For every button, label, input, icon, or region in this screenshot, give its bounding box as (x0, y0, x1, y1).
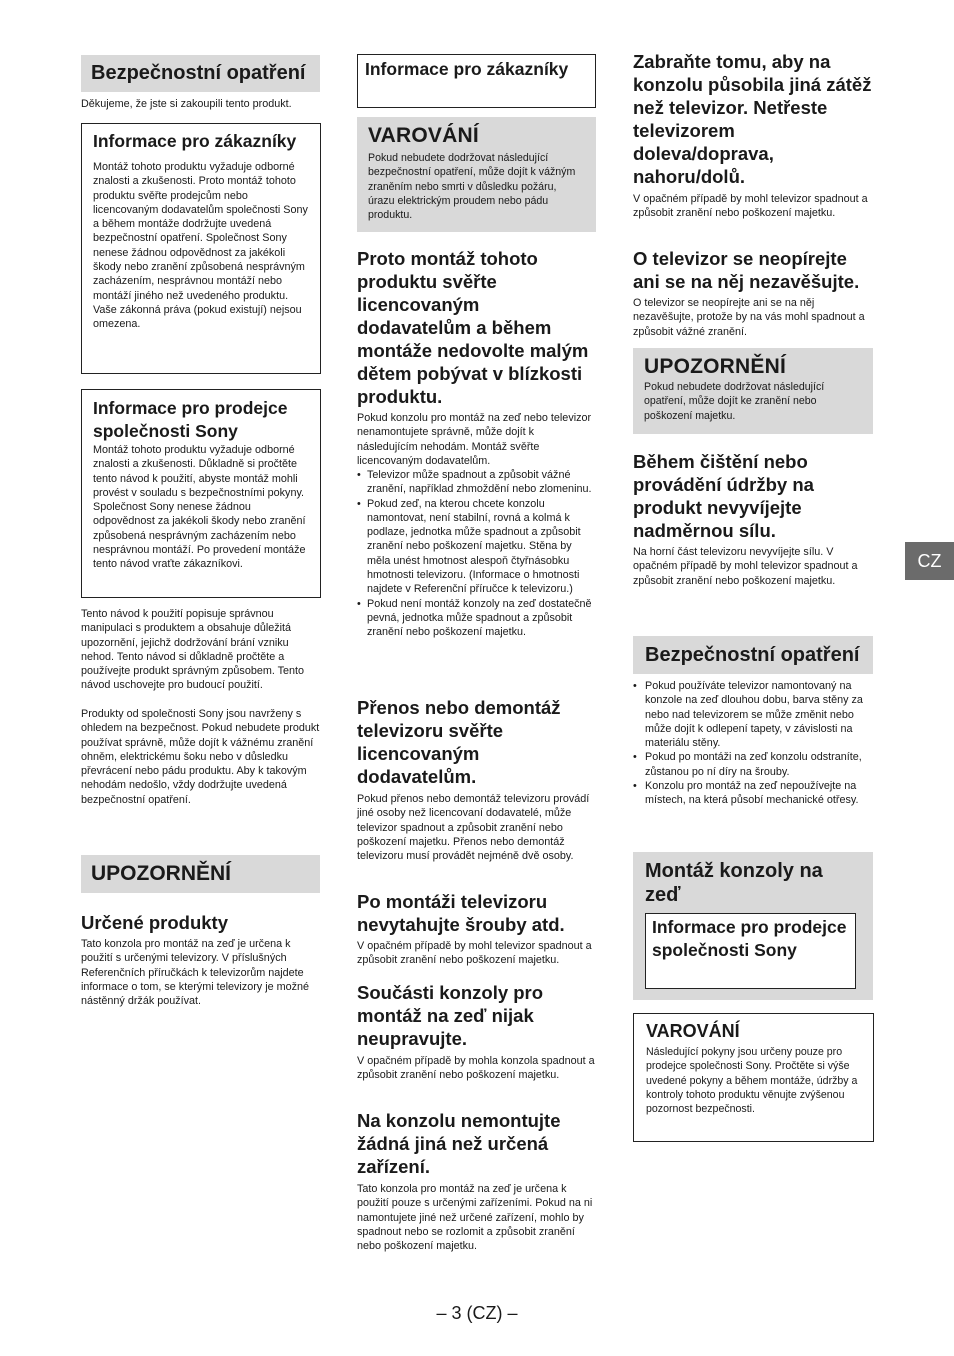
transfer-heading: Přenos nebo demontáž televizoru svěřte licencovaným dodavatelům. (357, 697, 561, 787)
licensed-install-heading: Proto montáž tohoto produktu svěřte licencovaným dodavatelům a během montáže nedovolte malým dětem pobývat v blízkosti produktu. (357, 248, 589, 407)
other-devices-heading: Na konzolu nemontujte žádná jiná než určená zařízení. (357, 1110, 561, 1177)
cleaning-heading: Během čištění nebo provádění údržby na produkt nevyvíjejte nadměrnou sílu. (633, 451, 814, 541)
warning-box-2 (633, 1013, 874, 1142)
products-heading: Určené produkty (81, 912, 229, 933)
customer-info-heading-2: Informace pro zákazníky (365, 59, 569, 79)
list-item: • Pokud po montáži na zeď konzolu odstraníte, zůstanou po ní díry na šrouby. (633, 750, 874, 779)
sony-safety-paragraph: Produkty od společnosti Sony jsou navrženy s ohledem na bezpečnost. Pokud nebudete produkt používat správně, může dojít k vážnému zranění ohněm, elektrickému šoku nebo v důsledku převrácení nebo pádu produktu. Aby k takovým nehodám nedošlo, vždy dodržujte uvedená bezpečnostní opatření. (81, 708, 320, 806)
section-title-safety-2: Bezpečnostní opatření (633, 636, 873, 674)
lean-text: O televizor se neopírejte ani se na něj nezavěšujte, protože by na vás mohl spadnout a způsobit vážné zranění. (633, 297, 865, 338)
list-item: • Konzolu pro montáž na zeď nepoužívejte na místech, na která působí mechanické otřesy. (633, 779, 874, 808)
customer-info-box-2 (357, 54, 596, 108)
cleaning-text: Na horní část televizoru nevyvíjejte sílu. V opačném případě by mohl televizor spadnout a způsobit zranění nebo poškození majetku. (633, 546, 858, 587)
caution-text: Pokud nebudete dodržovat následující opatření, může dojít ke zranění nebo poškození majetku. (644, 381, 825, 422)
lean-heading: O televizor se neopírejte ani se na něj nezavěšujte. (633, 248, 860, 292)
sony-dealer-heading-2: Informace pro prodejce společnosti Sony (652, 917, 847, 960)
customer-info-text: Montáž tohoto produktu vyžaduje odborné znalosti a zkušenosti. Proto montáž tohoto produktu svěřte prodejcům nebo licencovaným dodavatelům společnosti Sony a během montáže dodržujte uvedená bezpečnostní opatření. Společnost Sony nenese žádnou odpovědnost za jakékoli škody nebo zranění způsobená nesprávným zacházením, nesprávnou montáží nebo montáží jiného než uvedeného produktu. Vaše zákonná práva (pokud existují) nejsou omezena. (93, 161, 308, 331)
wall-mount-section (633, 852, 873, 1000)
load-heading: Zabraňte tomu, aby na konzolu působila jiná zátěž než televizor. Netřeste televizorem doleva/doprava, nahoru/dolů. (633, 51, 872, 187)
warning-title-2: VAROVÁNÍ (646, 1021, 740, 1041)
hazard-list (357, 468, 597, 640)
transfer-text: Pokud přenos nebo demontáž televizoru provádí jiné osoby než licencovaní dodavatelé, může televizor spadnout a způsobit zranění nebo poškození majetku. Přenos nebo demontáž televizoru musí provádět nejméně dvě osoby. (357, 793, 590, 863)
list-item: • Pokud zeď, na kterou chcete konzolu namontovat, není stabilní, rovná a kolmá k podlaze, jednotka může spadnout a způsobit zranění nebo poškození majetku. Stěna by měla unést hmotnost alespoň čtyřnásobku hmotnosti televizoru. (Informace o hmotnosti najdete v Referenční příručce k televizoru.) (357, 497, 597, 597)
customer-info-heading: Informace pro zákazníky (93, 131, 297, 151)
manual-paragraph: Tento návod k použití popisuje správnou manipulaci s produktem a obsahuje důležitá upozornění, jejichž dodržování brání vzniku nehod. Tento návod si důkladně pročtěte a používejte produkt správným způsobem. Tento návod uschovejte pro budoucí použití. (81, 608, 305, 692)
sony-dealer-heading: Informace pro prodejce společnosti Sony (93, 398, 288, 441)
licensed-install-text: Pokud konzolu pro montáž na zeď nebo televizor nenamontujete správně, může dojít k následujícím nehodám. Montáž svěřte licencovaným dodavatelům. (357, 412, 592, 467)
screws-text: V opačném případě by mohl televizor spadnout a způsobit zranění nebo poškození majetku. (357, 940, 592, 967)
screws-heading: Po montáži televizoru nevytahujte šrouby atd. (357, 891, 565, 935)
list-item: • Pokud není montáž konzoly na zeď dostatečně pevná, jednotka může spadnout a způsobit zranění nebo poškození majetku. (357, 597, 597, 640)
other-devices-text: Tato konzola pro montáž na zeď je určena k použití pouze s určenými zařízeními. Pokud na ni namontujete jiné než určené zařízení, mohlo by spadnout nebo se rozlomit a způsobit zranění nebo poškození majetku. (357, 1183, 593, 1253)
warning-text: Pokud nebudete dodržovat následující bezpečnostní opatření, může dojít k vážným zraněním nebo smrti v důsledku požáru, úrazu elektrickým proudem nebo pádu produktu. (368, 152, 576, 222)
sony-dealer-text: Montáž tohoto produktu vyžaduje odborné znalosti a zkušenosti. Důkladně si pročtěte tento návod k použití, abyste montáž mohli provést v souladu s bezpečnostními pokyny. Společnost Sony nenese žádnou odpovědnost za jakékoli škody nebo zranění způsobená nesprávným zacházením nebo nesprávnou montáží. Po provedení montáže tento návod vraťte zákazníkovi. (93, 444, 306, 571)
sony-dealer-box-2 (645, 913, 856, 989)
sony-dealer-info-box (81, 389, 321, 598)
caution-banner: UPOZORNĚNÍ (81, 855, 320, 893)
parts-heading: Součásti konzoly pro montáž na zeď nijak neupravujte. (357, 982, 544, 1049)
warning-text-2: Následující pokyny jsou určeny pouze pro prodejce společnosti Sony. Pročtěte si výše uvedené pokyny a během montáže, údržby a kontroly tohoto produktu věnujte zvýšenou pozornost bezpečnosti. (646, 1046, 858, 1116)
warning-box (357, 117, 596, 232)
caution-box (633, 348, 873, 434)
list-item: • Televizor může spadnout a způsobit vážné zranění, například zhmoždění nebo zlomeninu. (357, 468, 597, 497)
page-number: – 3 (CZ) – (436, 1303, 518, 1323)
warning-title: VAROVÁNÍ (368, 124, 479, 147)
caution-title: UPOZORNĚNÍ (644, 355, 787, 378)
list-item: • Pokud používáte televizor namontovaný na konzole na zeď dlouhou dobu, barva stěny za nebo nad televizorem se může změnit nebo může dojít k odlepení tapety, v závislosti na materiálu stěny. (633, 679, 874, 750)
customer-info-box (81, 123, 321, 374)
load-text: V opačném případě by mohl televizor spadnout a způsobit zranění nebo poškození majetku. (633, 193, 868, 220)
products-text: Tato konzola pro montáž na zeď je určena k použití s určenými televizory. V příslušných Referenčních příručkách k televizorům najdete informace o tom, se kterými televizory je možné nástěnný držák používat. (81, 938, 310, 1008)
parts-text: V opačném případě by mohla konzola spadnout a způsobit zranění nebo poškození majetku. (357, 1055, 595, 1082)
section-title-safety: Bezpečnostní opatření (81, 55, 320, 92)
language-tab: CZ (905, 542, 954, 580)
thanks-text: Děkujeme, že jste si zakoupili tento produkt. (81, 98, 292, 110)
wall-mount-title: Montáž konzoly na zeď (645, 860, 823, 906)
safety-list (633, 679, 874, 808)
